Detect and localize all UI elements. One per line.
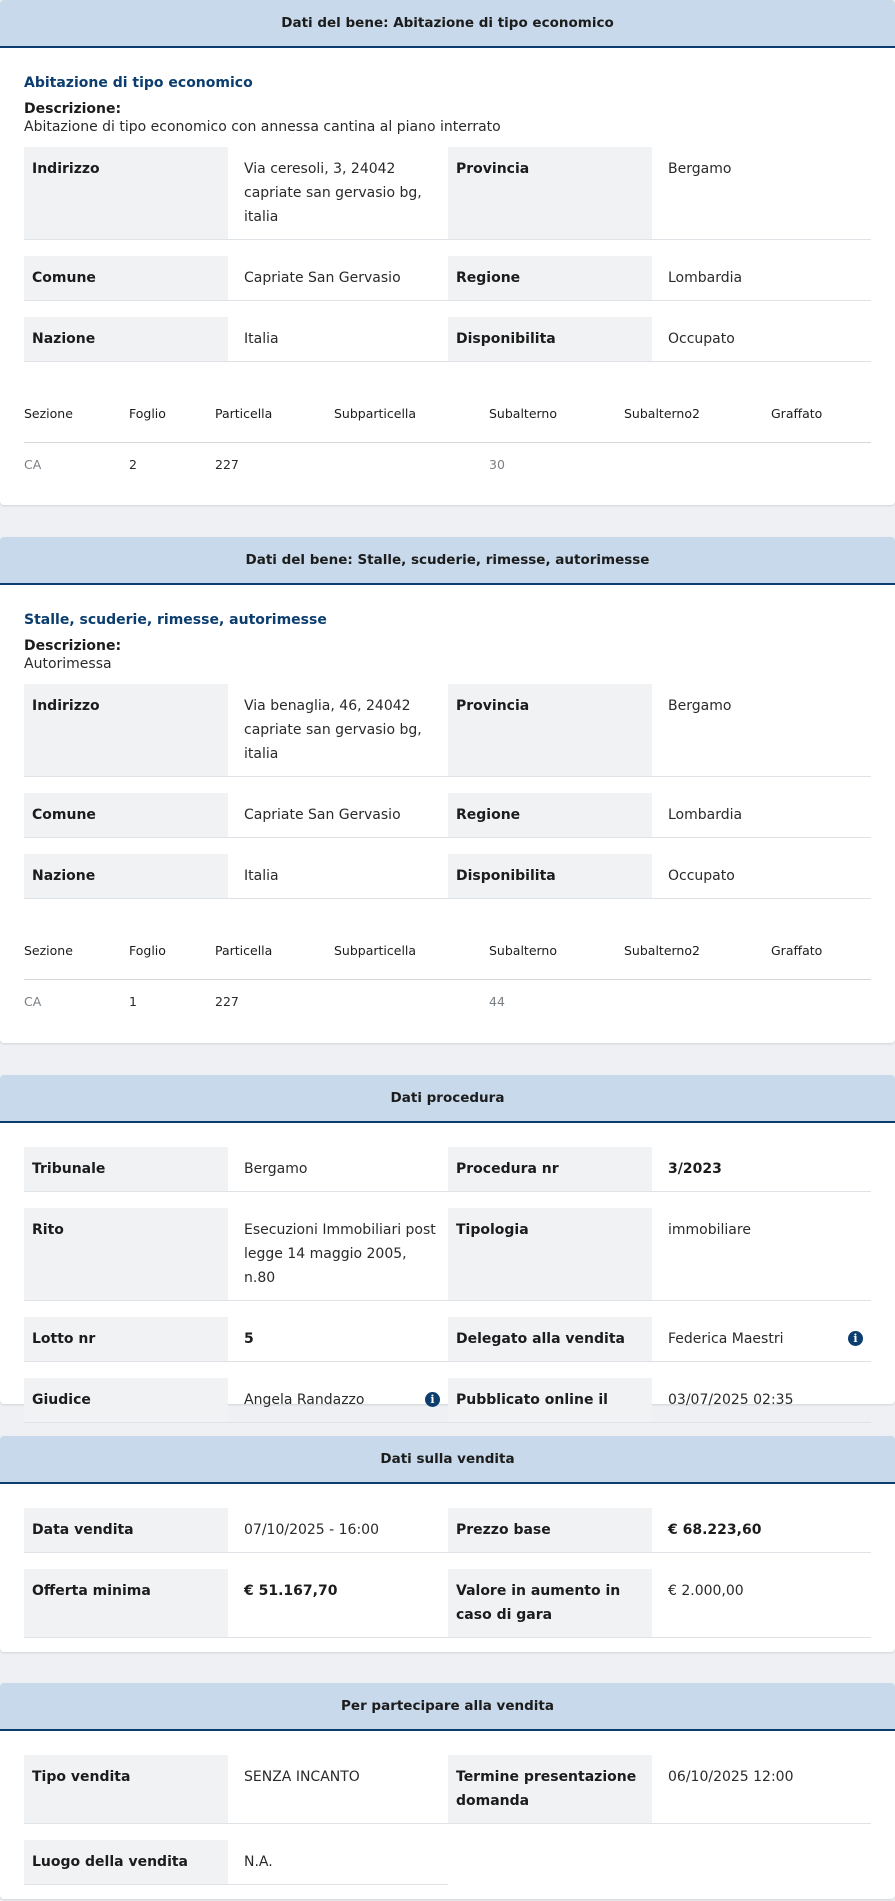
col-graffato: Graffato xyxy=(771,402,871,442)
col-sezione: Sezione xyxy=(24,939,129,979)
table-row xyxy=(24,979,871,1019)
card-header: Per partecipare alla vendita xyxy=(0,1683,895,1731)
regione-label: Regione xyxy=(448,256,652,301)
tipologia-value: immobiliare xyxy=(652,1208,871,1301)
indirizzo-label: Indirizzo xyxy=(24,147,228,240)
termine-value: 06/10/2025 12:00 xyxy=(652,1755,871,1824)
comune-value: Capriate San Gervasio xyxy=(228,256,448,301)
card-header: Dati del bene: Abitazione di tipo economico xyxy=(0,0,895,48)
cell-subalterno2 xyxy=(624,979,771,1019)
bene-details-grid xyxy=(24,684,871,915)
luogo-vendita-label: Luogo della vendita xyxy=(24,1840,228,1885)
nazione-value: Italia xyxy=(228,317,448,362)
card-header: Dati procedura xyxy=(0,1075,895,1123)
giudice-label: Giudice xyxy=(24,1378,228,1423)
cell-foglio: 1 xyxy=(129,993,137,1009)
card-dati-procedura xyxy=(0,1075,895,1408)
comune-label: Comune xyxy=(24,256,228,301)
info-icon[interactable]: i xyxy=(848,1331,863,1346)
tipologia-label: Tipologia xyxy=(448,1208,652,1301)
lotto-nr-value: 5 xyxy=(228,1317,448,1362)
tribunale-value: Bergamo xyxy=(228,1147,448,1192)
card-header: Dati sulla vendita xyxy=(0,1436,895,1484)
card-bene-abitazione xyxy=(0,0,895,505)
col-foglio: Foglio xyxy=(129,939,215,979)
cell-subalterno: 44 xyxy=(489,993,505,1009)
cell-foglio: 2 xyxy=(129,456,137,472)
catasto-table xyxy=(24,939,871,1019)
provincia-value: Bergamo xyxy=(652,147,871,240)
col-particella: Particella xyxy=(215,402,334,442)
delegato-value: Federica Maestri xyxy=(668,1331,784,1347)
description-text: Abitazione di tipo economico con annessa cantina al piano interrato xyxy=(24,119,501,135)
empty-cell xyxy=(448,1840,652,1885)
prezzo-base-value: € 68.223,60 xyxy=(652,1508,871,1553)
col-subparticella: Subparticella xyxy=(334,402,489,442)
delegato-label: Delegato alla vendita xyxy=(448,1317,652,1362)
cell-sezione: CA xyxy=(24,993,42,1009)
description-label: Descrizione: xyxy=(24,638,122,654)
disponibilita-value: Occupato xyxy=(652,854,871,899)
disponibilita-value: Occupato xyxy=(652,317,871,362)
data-vendita-value: 07/10/2025 - 16:00 xyxy=(228,1508,448,1553)
cell-subparticella xyxy=(334,979,489,1019)
card-partecipare xyxy=(0,1683,895,1899)
table-row xyxy=(24,442,871,482)
col-particella: Particella xyxy=(215,939,334,979)
bene-title: Abitazione di tipo economico xyxy=(24,75,253,91)
card-bene-autorimessa xyxy=(0,537,895,1043)
col-subparticella: Subparticella xyxy=(334,939,489,979)
data-vendita-label: Data vendita xyxy=(24,1508,228,1553)
cell-graffato xyxy=(771,442,871,482)
tipo-vendita-label: Tipo vendita xyxy=(24,1755,228,1824)
nazione-value: Italia xyxy=(228,854,448,899)
pubblicato-label: Pubblicato online il xyxy=(448,1378,652,1423)
prezzo-base-label: Prezzo base xyxy=(448,1508,652,1553)
col-subalterno2: Subalterno2 xyxy=(624,402,771,442)
card-dati-vendita xyxy=(0,1436,895,1652)
col-sezione: Sezione xyxy=(24,402,129,442)
indirizzo-label: Indirizzo xyxy=(24,684,228,777)
offerta-minima-value: € 51.167,70 xyxy=(228,1569,448,1638)
rito-label: Rito xyxy=(24,1208,228,1301)
procedura-grid xyxy=(24,1147,871,1439)
col-subalterno2: Subalterno2 xyxy=(624,939,771,979)
cell-sezione: CA xyxy=(24,456,42,472)
partecipare-grid xyxy=(24,1755,871,1901)
cell-subparticella xyxy=(334,442,489,482)
col-graffato: Graffato xyxy=(771,939,871,979)
valore-aumento-value: € 2.000,00 xyxy=(652,1569,871,1638)
disponibilita-label: Disponibilita xyxy=(448,854,652,899)
cell-particella: 227 xyxy=(215,456,239,472)
empty-cell xyxy=(652,1840,871,1885)
comune-value: Capriate San Gervasio xyxy=(228,793,448,838)
table-header-row xyxy=(24,939,871,979)
regione-label: Regione xyxy=(448,793,652,838)
giudice-value: Angela Randazzo xyxy=(244,1392,365,1408)
nazione-label: Nazione xyxy=(24,317,228,362)
offerta-minima-label: Offerta minima xyxy=(24,1569,228,1638)
delegato-cell xyxy=(652,1317,871,1362)
regione-value: Lombardia xyxy=(652,256,871,301)
provincia-label: Provincia xyxy=(448,147,652,240)
table-header-row xyxy=(24,402,871,442)
bene-title: Stalle, scuderie, rimesse, autorimesse xyxy=(24,612,327,628)
giudice-cell xyxy=(228,1378,448,1423)
tipo-vendita-value: SENZA INCANTO xyxy=(228,1755,448,1824)
comune-label: Comune xyxy=(24,793,228,838)
cell-subalterno: 30 xyxy=(489,456,505,472)
col-foglio: Foglio xyxy=(129,402,215,442)
termine-label: Termine presentazione domanda xyxy=(448,1755,652,1824)
description-label: Descrizione: xyxy=(24,101,122,117)
catasto-table xyxy=(24,402,871,482)
info-icon[interactable]: i xyxy=(425,1392,440,1407)
luogo-vendita-value: N.A. xyxy=(228,1840,448,1885)
cell-particella: 227 xyxy=(215,993,239,1009)
indirizzo-value: Via benaglia, 46, 24042 capriate san gervasio bg, italia xyxy=(228,684,448,777)
disponibilita-label: Disponibilita xyxy=(448,317,652,362)
vendita-grid xyxy=(24,1508,871,1654)
rito-value: Esecuzioni Immobiliari post legge 14 maggio 2005, n.80 xyxy=(228,1208,448,1301)
regione-value: Lombardia xyxy=(652,793,871,838)
pubblicato-value: 03/07/2025 02:35 xyxy=(652,1378,871,1423)
procedura-nr-value: 3/2023 xyxy=(652,1147,871,1192)
valore-aumento-label: Valore in aumento in caso di gara xyxy=(448,1569,652,1638)
col-subalterno: Subalterno xyxy=(489,939,624,979)
col-subalterno: Subalterno xyxy=(489,402,624,442)
card-header: Dati del bene: Stalle, scuderie, rimesse, autorimesse xyxy=(0,537,895,585)
provincia-value: Bergamo xyxy=(652,684,871,777)
tribunale-label: Tribunale xyxy=(24,1147,228,1192)
description-text: Autorimessa xyxy=(24,656,112,672)
procedura-nr-label: Procedura nr xyxy=(448,1147,652,1192)
cell-graffato xyxy=(771,979,871,1019)
cell-subalterno2 xyxy=(624,442,771,482)
indirizzo-value: Via ceresoli, 3, 24042 capriate san gervasio bg, italia xyxy=(228,147,448,240)
nazione-label: Nazione xyxy=(24,854,228,899)
provincia-label: Provincia xyxy=(448,684,652,777)
bene-details-grid xyxy=(24,147,871,378)
lotto-nr-label: Lotto nr xyxy=(24,1317,228,1362)
